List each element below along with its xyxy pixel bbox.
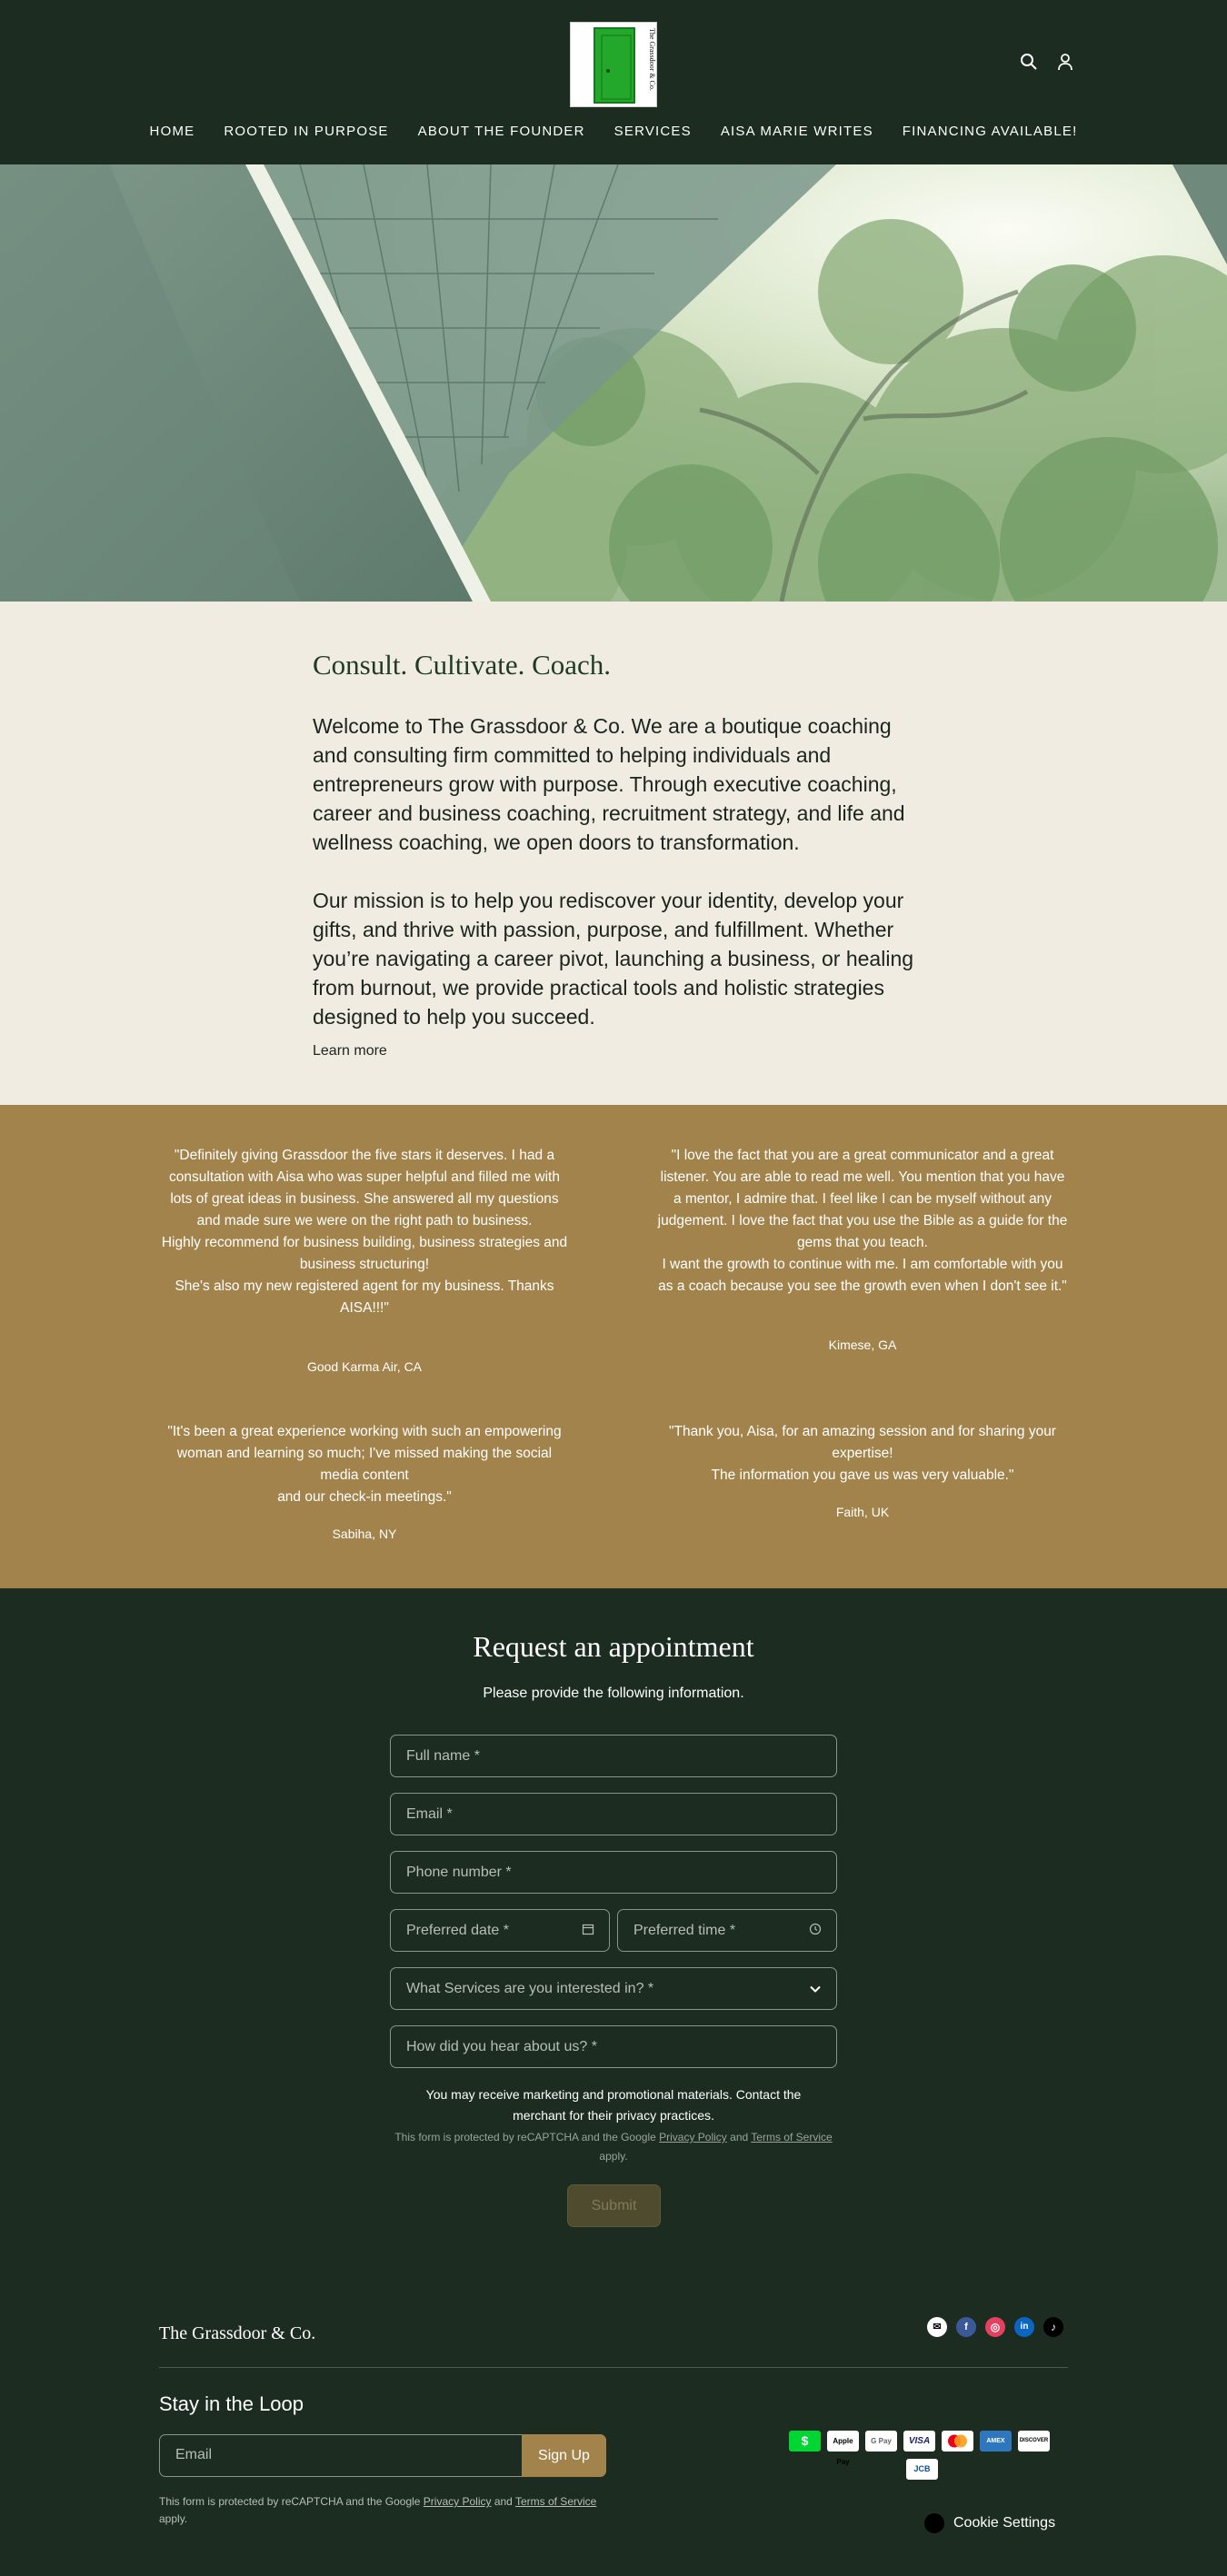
newsletter-form	[159, 2434, 606, 2477]
mastercard-icon	[942, 2431, 973, 2452]
main-nav	[0, 124, 1227, 145]
testimonial-quote: "Definitely giving Grassdoor the five stars it deserves. I had a consultation with Aisa who was super helpful and filled me with lots of great ideas in business. She answered all my questions and made sure we were on the right path to business. Highly recommend for business building, business strategies and business structuring! She's also my new registered agent for my business. Thanks AISA!!!"	[161, 1148, 568, 1316]
apple-pay-icon: Apple Pay	[827, 2431, 859, 2452]
preferred-date-input[interactable]: Preferred date *	[390, 1909, 610, 1952]
intro-section	[0, 602, 1227, 1105]
instagram-icon[interactable]: ◎	[985, 2317, 1005, 2337]
linkedin-icon[interactable]: in	[1014, 2317, 1034, 2337]
nav-aisa-marie-writes[interactable]: AISA MARIE WRITES	[720, 124, 873, 139]
amex-icon: AMEX	[980, 2431, 1012, 2452]
logo-text: The Grassdoor & Co.	[648, 28, 656, 91]
nav-financing[interactable]: FINANCING AVAILABLE!	[902, 124, 1078, 139]
intro-heading: Consult. Cultivate. Coach.	[313, 649, 612, 681]
account-icon[interactable]	[1055, 52, 1075, 72]
marketing-note: You may receive marketing and promotional materials. Contact the merchant for their privacy practices.	[425, 2087, 802, 2123]
footer-recaptcha-note: This form is protected by reCAPTCHA and the Google Privacy Policy and Terms of Service apply.	[159, 2495, 597, 2525]
recaptcha-note: This form is protected by reCAPTCHA and the Google Privacy Policy and Terms of Service apply.	[394, 2131, 833, 2163]
full-name-input[interactable]: Full name *	[390, 1735, 837, 1777]
hero-image	[0, 164, 1227, 602]
cookie-icon	[924, 2513, 944, 2533]
facebook-icon[interactable]: f	[956, 2317, 976, 2337]
newsletter-email-input[interactable]: Email	[175, 2447, 213, 2462]
services-select[interactable]: What Services are you interested in? *	[390, 1967, 837, 2010]
footer-divider	[159, 2367, 1068, 2368]
nav-rooted-in-purpose[interactable]: ROOTED IN PURPOSE	[224, 124, 389, 139]
nav-home[interactable]: HOME	[149, 124, 195, 139]
preferred-time-input[interactable]: Preferred time *	[617, 1909, 837, 1952]
testimonial-author: Faith, UK	[835, 1505, 890, 1519]
site-header	[0, 0, 1227, 164]
email-icon[interactable]: ✉	[927, 2317, 947, 2337]
footer-terms-link[interactable]: Terms of Service	[514, 2495, 597, 2508]
footer-privacy-policy-link[interactable]: Privacy Policy	[423, 2495, 492, 2508]
testimonial-quote: "I love the fact that you are a great communicator and a great listener. You are able to read me well. You mention that you have a mentor, I admire that. I feel like I can be myself without any judgement. I love the fact that you use the Bible as a guide for the gems that you teach. I want the growth to continue with me. I am comfortable with you as a coach because you see the growth even when I don't see it."	[657, 1148, 1068, 1294]
logo[interactable]	[570, 22, 657, 107]
discover-icon: DISCOVER	[1018, 2431, 1050, 2452]
form-title: Request an appointment	[473, 1630, 754, 1663]
google-pay-icon: G Pay	[865, 2431, 897, 2452]
submit-button[interactable]: Submit	[567, 2184, 661, 2227]
intro-paragraph-1: Welcome to The Grassdoor & Co. We are a boutique coaching and consulting firm committed to helping individuals and entrepreneurs grow with purpose. Through executive coaching, career and business coaching, recruitment strategy, and life and wellness coaching, we open doors to transformation.	[313, 714, 905, 854]
learn-more-link[interactable]: Learn more	[313, 1043, 387, 1059]
footer-brand: The Grassdoor & Co.	[159, 2323, 316, 2343]
newsletter-heading: Stay in the Loop	[159, 2392, 304, 2415]
chevron-down-icon	[809, 1983, 822, 1995]
calendar-icon	[582, 1923, 594, 1935]
email-input[interactable]: Email *	[390, 1793, 837, 1835]
testimonial-author: Good Karma Air, CA	[306, 1359, 423, 1374]
clock-icon	[809, 1923, 822, 1935]
nav-services[interactable]: SERVICES	[614, 124, 692, 139]
cookie-settings-button[interactable]: Cookie Settings	[924, 2511, 1055, 2536]
visa-icon: VISA	[903, 2431, 935, 2452]
terms-of-service-link[interactable]: Terms of Service	[751, 2131, 833, 2143]
testimonial-quote: "It's been a great experience working with such an empowering woman and learning so much; I've missed making the social media content and our check-in meetings."	[167, 1424, 562, 1505]
privacy-policy-link[interactable]: Privacy Policy	[659, 2131, 727, 2143]
testimonial-quote: "Thank you, Aisa, for an amazing session and for sharing your expertise! The information you gave us was very valuable."	[669, 1424, 1056, 1483]
how-did-you-hear-input[interactable]: How did you hear about us? *	[390, 2025, 837, 2068]
sign-up-button[interactable]: Sign Up	[522, 2434, 606, 2477]
tiktok-icon[interactable]: ♪	[1043, 2317, 1063, 2337]
appointment-form-section	[0, 1588, 1227, 2272]
testimonials-section	[0, 1105, 1227, 1588]
testimonial-author: Kimese, GA	[828, 1338, 897, 1352]
phone-input[interactable]: Phone number *	[390, 1851, 837, 1894]
hero-trees-building-image	[0, 164, 1227, 602]
form-subtitle: Please provide the following information.	[483, 1686, 744, 1701]
search-icon[interactable]	[1019, 52, 1039, 72]
jcb-icon: JCB	[906, 2459, 938, 2480]
testimonial-author: Sabiha, NY	[332, 1527, 397, 1541]
cash-app-icon: $	[789, 2431, 821, 2452]
nav-about-the-founder[interactable]: ABOUT THE FOUNDER	[417, 124, 585, 139]
intro-paragraph-2: Our mission is to help you rediscover your identity, develop your gifts, and thrive with passion, purpose, and fulfillment. Whether you’re navigating a career pivot, launching a business, or healing from burnout, we provide practical tools and holistic strategies designed to help you succeed.	[313, 889, 914, 1029]
